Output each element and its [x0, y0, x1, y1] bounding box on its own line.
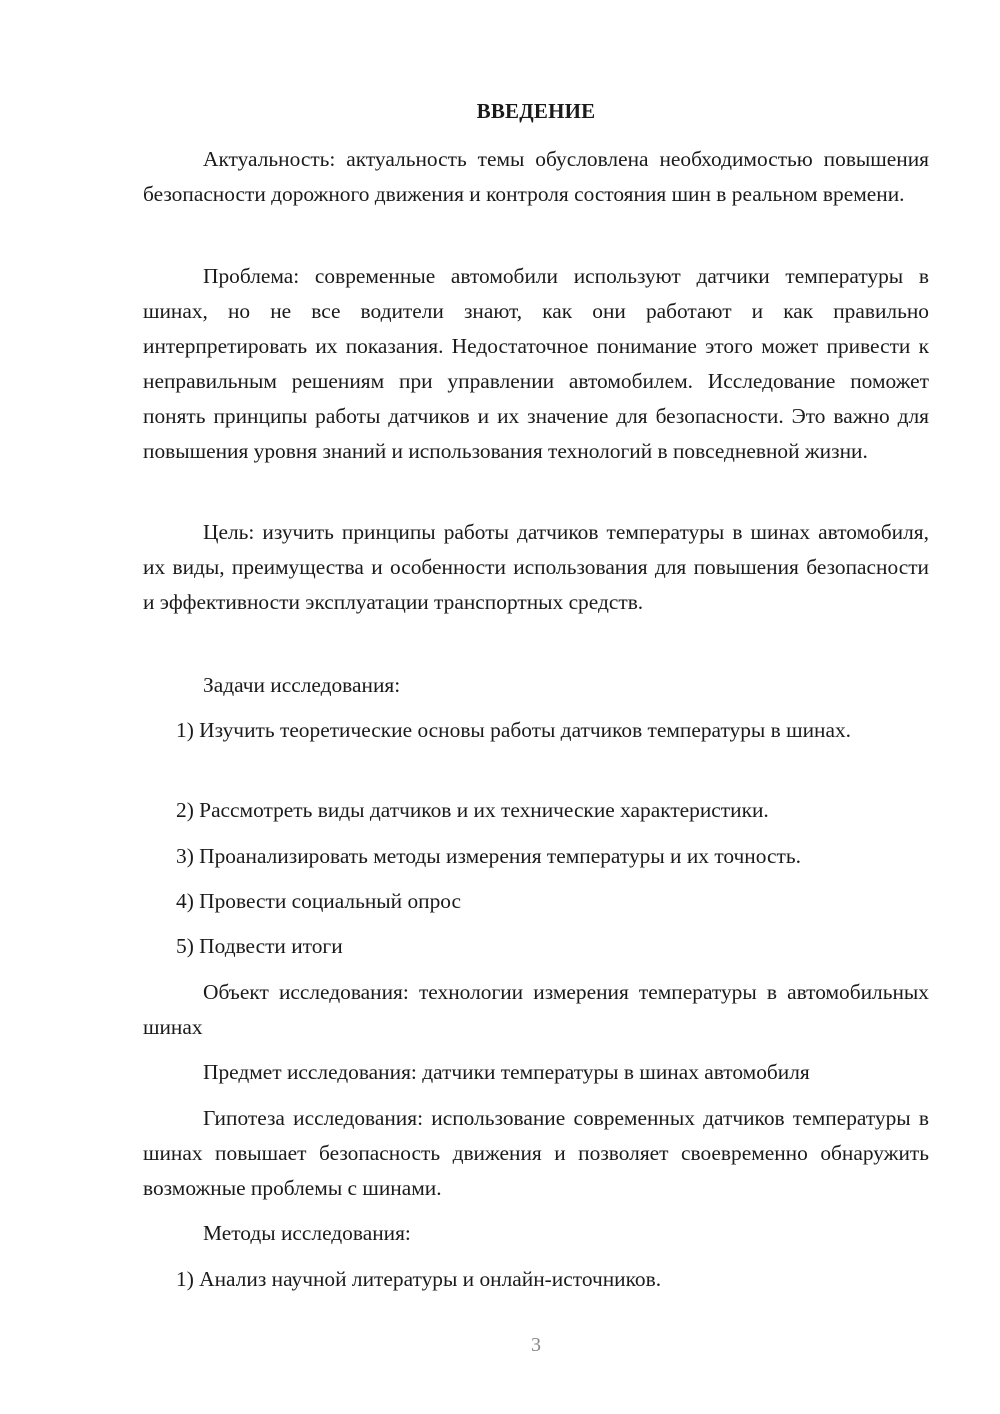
tasks-heading: Задачи исследования: [203, 673, 401, 697]
method-item-1: 1) Анализ научной литературы и онлайн-источников. [176, 1267, 662, 1291]
subject-paragraph: Предмет исследования: датчики температуры в шинах автомобиля [203, 1060, 810, 1084]
relevance-paragraph: Актуальность: актуальность темы обусловлена необходимостью повышения безопасности дорожного движения и контроля состояния шин в реальном времени. [143, 147, 929, 206]
task-item-5: 5) Подвести итоги [176, 934, 343, 958]
section-title: ВВЕДЕНИЕ [476, 99, 596, 123]
object-paragraph: Объект исследования: технологии измерения температуры в автомобильных шинах [143, 980, 929, 1039]
task-item-3: 3) Проанализировать методы измерения температуры и их точность. [176, 844, 801, 868]
task-item-2: 2) Рассмотреть виды датчиков и их технические характеристики. [176, 798, 769, 822]
problem-paragraph: Проблема: современные автомобили используют датчики температуры в шинах, но не все водители знают, как они работают и как правильно интерпретировать их показания. Недостаточное понимание этого может привести к неправильным решениям при управлении автомобилем. Исследование поможет понять принципы работы датчиков и их значение для безопасности. Это важно для повышения уровня знаний и использования технологий в повседневной жизни. [143, 264, 929, 463]
page-number: 3 [531, 1334, 541, 1356]
hypothesis-paragraph: Гипотеза исследования: использование современных датчиков температуры в шинах повышает безопасность движения и позволяет своевременно обнаружить возможные проблемы с шинами. [143, 1106, 929, 1200]
methods-heading: Методы исследования: [203, 1221, 411, 1245]
task-item-1: 1) Изучить теоретические основы работы датчиков температуры в шинах. [176, 718, 851, 742]
task-item-4: 4) Провести социальный опрос [176, 889, 462, 913]
goal-paragraph: Цель: изучить принципы работы датчиков температуры в шинах автомобиля, их виды, преимущества и особенности использования для повышения безопасности и эффективности эксплуатации транспортных средств. [143, 520, 929, 614]
